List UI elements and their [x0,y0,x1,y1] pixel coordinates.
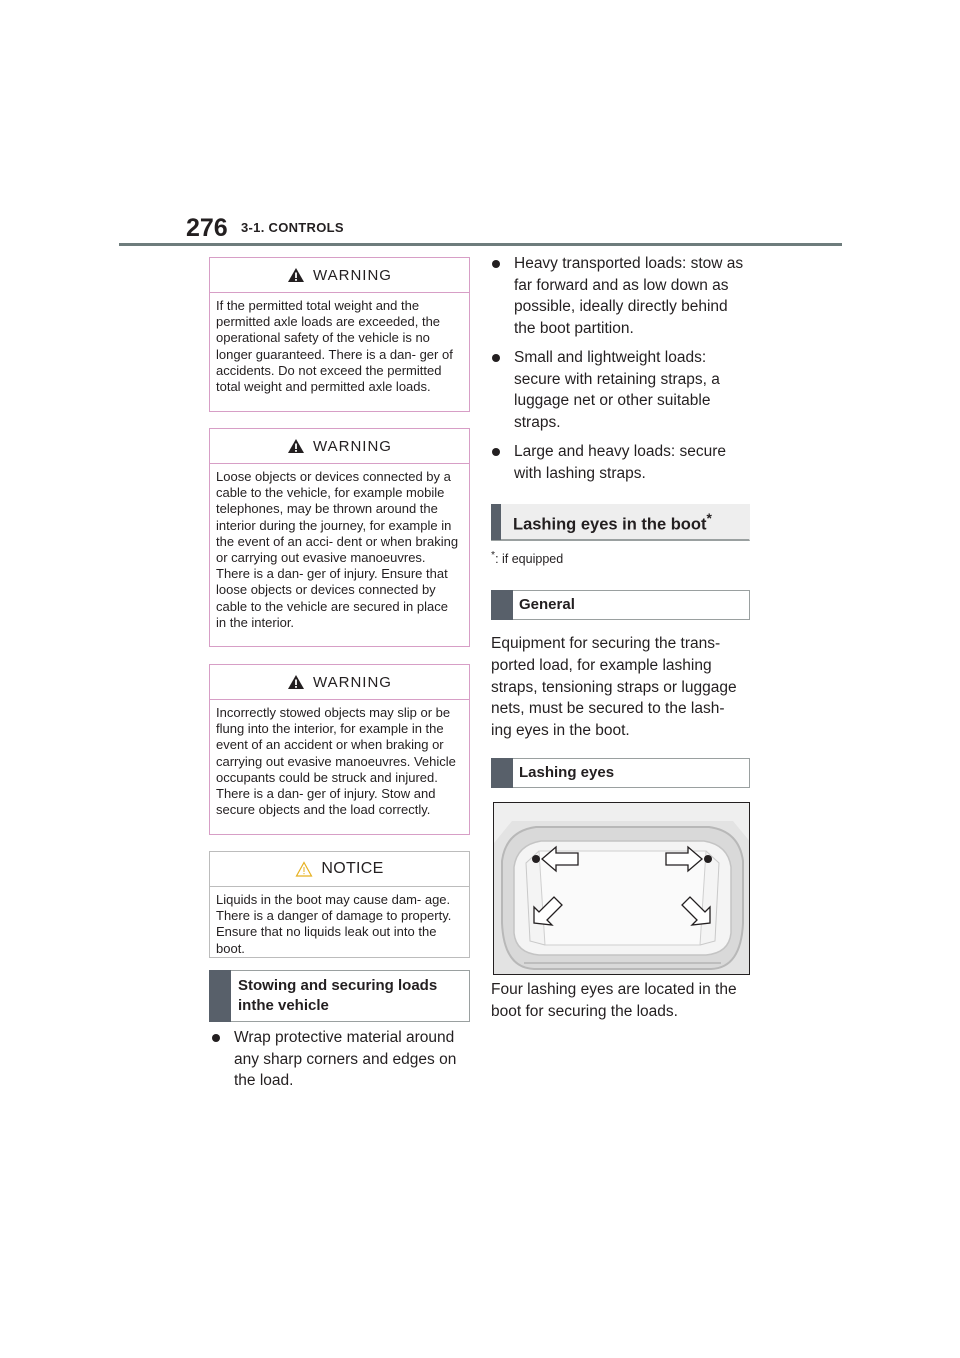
figure-caption: Four lashing eyes are located in the boot for securing the loads. [491,981,737,1020]
warning-title: WARNING [313,437,392,455]
list-item: Large and heavy loads: secure with lashing straps. [490,441,748,484]
lashing-heading [491,504,750,541]
notice-box [209,851,470,958]
list-item: Wrap protective material around any sharp corners and edges on the load. [210,1027,468,1092]
notice-triangle-icon [295,861,313,877]
header-rule [119,243,842,246]
notice-text: Liquids in the boot may cause dam- age. There is a danger of damage to property. Ensure that no liquids leak out into the boot. [216,892,452,956]
warning-triangle-icon [287,438,305,454]
page-number: 276 [186,214,228,242]
stowing-heading-text: Stowing and securing loads inthe vehicle [238,977,438,1014]
heading-bar [491,590,513,620]
warning-box-3 [209,664,470,835]
boot-lashing-eyes-diagram [494,803,750,975]
heading-bar [491,758,513,788]
general-heading [491,590,750,620]
warning-box-2 [209,428,470,647]
warning-text: Incorrectly stowed objects may slip or be flung into the interior, for example in the event of an accident or when braking or carrying out evasive manoeuvres. Vehicle occupants could be struck and injured. There is a dan- ger of injury. Stow and secure objects and the load correctly. [216,705,456,818]
list-item: Heavy transported loads: stow as far forward and as low down as possible, ideally directly behind the boot partition. [490,253,748,339]
heading-bar [209,970,231,1022]
right-bullet-list [490,253,748,492]
warning-box-1 [209,257,470,412]
notice-header [210,852,469,887]
section-label: 3-1. CONTROLS [241,220,344,235]
warning-triangle-icon [287,674,305,690]
notice-title: NOTICE [321,860,384,877]
stowing-heading [209,970,470,1022]
lashing-eye-rear-right [704,855,712,863]
general-text: Equipment for securing the trans- ported load, for example lashing straps, tensioning straps or luggage nets, must be secured to the lash- ing eyes in the boot. [491,635,737,740]
footnote [491,545,563,571]
warning-header [210,258,469,293]
lashing-eye-rear-left [532,855,540,863]
general-heading-text: General [519,596,575,613]
lashing-eyes-heading-text: Lashing eyes [519,764,615,781]
footnote-text: : if equipped [495,552,564,567]
lashing-heading-label: Lashing eyes in the boot [513,515,707,534]
warning-text: Loose objects or devices connected by a cable to the vehicle, for example mobile telephones, may be thrown around the interior during the journey, for example in the event of an acci- dent or when braking or carrying out evasive manoeuvres. There is a dan- ger of injury. Ensure that loose objects or devices connected by cable to the vehicle are secured in place in the interior. [216,469,459,630]
warning-title: WARNING [313,266,392,284]
left-bullet-list [210,1027,468,1100]
warning-header [210,429,469,464]
warning-title: WARNING [313,673,392,691]
list-item: Small and lightweight loads: secure with retaining straps, a luggage net or other suitable straps. [490,347,748,433]
boot-illustration [493,802,750,975]
warning-text: If the permitted total weight and the permitted axle loads are exceeded, the operational safety of the vehicle is no longer guaranteed. There is a dan- ger of accidents. Do not exceed the permitted total weight and permitted axle loads. [216,298,453,395]
lashing-eyes-heading [491,758,750,788]
footnote-mark: * [491,550,496,561]
warning-header [210,665,469,700]
warning-triangle-icon [287,267,305,283]
optional-mark: * [706,511,712,527]
lashing-heading-text [513,509,712,535]
heading-bar [491,504,501,540]
